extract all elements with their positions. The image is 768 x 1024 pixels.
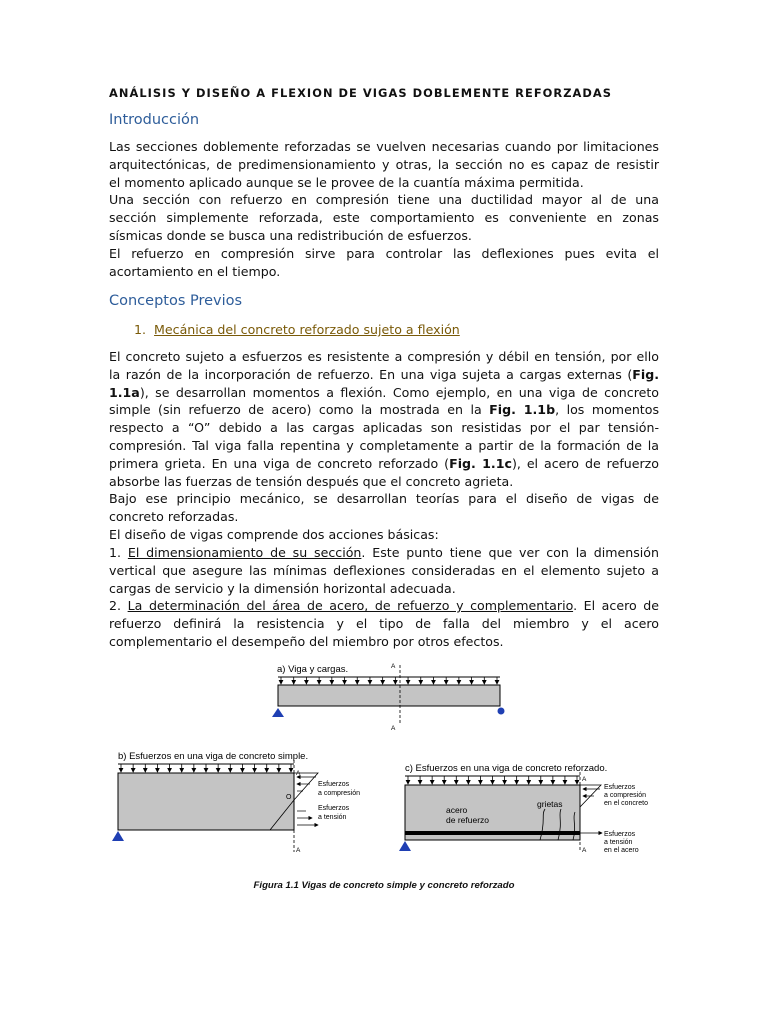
fig-b-beam xyxy=(118,773,294,830)
subheading-mecanica: 1. Mecánica del concreto reforzado sujeto a flexión xyxy=(134,322,460,337)
fig-c-label: c) Esfuerzos en una viga de concreto reforzado. xyxy=(405,763,608,774)
fig-b-comp-label-1: Esfuerzos xyxy=(318,781,350,788)
fig-c-section-top: A xyxy=(582,776,587,783)
fig-a-roller-support xyxy=(498,708,505,715)
fig-b-loads xyxy=(121,764,291,772)
fig-c-acero-label-2: de refuerzo xyxy=(446,815,489,825)
fig-c-tens-label-3: en el acero xyxy=(604,847,639,854)
fig-b-tens-label-1: Esfuerzos xyxy=(318,805,350,812)
list-item: 1. El dimensionamiento de su sección. Este punto tiene que ver con la dimensión xyxy=(109,545,659,560)
fig-b-label: b) Esfuerzos en una viga de concreto simple. xyxy=(118,751,309,762)
fig-a-section-top: A xyxy=(391,663,396,670)
fig-c-tens-label-2: a tensión xyxy=(604,839,633,846)
fig-c-comp-label-2: a compresión xyxy=(604,792,647,799)
fig-c-tens-label-1: Esfuerzos xyxy=(604,831,636,838)
fig-c-acero-label-1: acero xyxy=(446,805,468,815)
fig-c-loads xyxy=(408,776,577,784)
fig-b-tens-label-2: a tensión xyxy=(318,814,347,821)
fig-b-stress-arrows xyxy=(297,777,318,825)
fig-b-comp-label-2: a compresión xyxy=(318,790,361,797)
fig-b-section-top: A xyxy=(296,770,301,777)
heading-introduccion: Introducción xyxy=(109,112,200,128)
concepts-body: El concreto sujeto a esfuerzos es resistente a compresión y débil en tensión, por ello la razón de la incorporación de refuerzo. En una viga sujeta a cargas externas (Fig. 1.1a), se desarrollan momentos a flexión. Como ejemplo, en una viga de concreto simple (sin refuerzo de acero) como la mostrada en la Fig. 1.1b, los momentos respecto a “O” debido a las cargas aplicadas son resistidas por el par tensión- compresión. Tal viga falla repentina y completamente a partir de la formación de la primera grieta. En una viga de concreto reforzado (Fig. 1.1c), el acero de refuerzo absorbe las fuerzas de tensión después que el concreto agrieta. Bajo ese principio mecánico, se desarrollan teorías para el diseño de vigas de concreto reforzadas. El diseño de vigas comprende dos acciones básicas: xyxy=(109,349,660,542)
heading-conceptos-previos: Conceptos Previos xyxy=(109,293,243,309)
fig-c-section-bottom: A xyxy=(582,847,587,854)
fig-b-pin-support xyxy=(112,831,124,841)
fig-a-beam xyxy=(278,685,500,706)
fig-c-comp-label-1: Esfuerzos xyxy=(604,784,636,791)
intro-paragraph-1: Las secciones doblemente reforzadas se vuelven necesarias cuando por limitaciones arquitectónicas, de predimensionamiento y otras, la sección no es capaz de resistir el momento aplicado aunque se le provee de la cuantía máxima permitida. Una sección con refuerzo en compresión tiene una ductilidad mayor al de una sección simplemente reforzada, este comportamiento es conveniente en zonas sísmicas donde se busca una redistribución de esfuerzos. El refuerzo en compresión sirve para controlar las deflexiones pues evita el acortamiento en el tiempo. xyxy=(109,139,659,279)
figure-caption: Figura 1.1 Vigas de concreto simple y concreto reforzado xyxy=(253,880,515,891)
fig-c-rebar xyxy=(405,831,580,835)
fig-a-pin-support xyxy=(272,708,284,717)
fig-a-label: a) Viga y cargas. xyxy=(277,664,349,675)
fig-c-comp-label-3: en el concreto xyxy=(604,800,648,807)
fig-b-o-mark: O xyxy=(286,794,292,801)
fig-c-pin-support xyxy=(399,841,411,851)
fig-a-section-bottom: A xyxy=(391,725,396,732)
fig-a-loads xyxy=(278,677,500,684)
document-title: ANÁLISIS Y DISEÑO A FLEXION DE VIGAS DOBLEMENTE REFORZADAS xyxy=(109,86,612,100)
fig-c-grietas-label: grietas xyxy=(537,799,563,809)
fig-b-section-bottom: A xyxy=(296,847,301,854)
design-actions-list: 1. El dimensionamiento de su sección. Este punto tiene que ver con la dimensión vertical que asegure las mínimas deflexiones consideradas en el elemento sujeto a cargas de servicio y la dimensión horizontal adecuada. 2. La determinación del área de acero, de refuerzo y complementario. El acero de refuerzo definirá la resistencia y el tipo de falla del miembro y el acero complementario el desempeño del miembro por otros efectos. xyxy=(109,545,659,649)
list-item: 2. La determinación del área de acero, de refuerzo y complementario. El acero de xyxy=(109,598,659,614)
